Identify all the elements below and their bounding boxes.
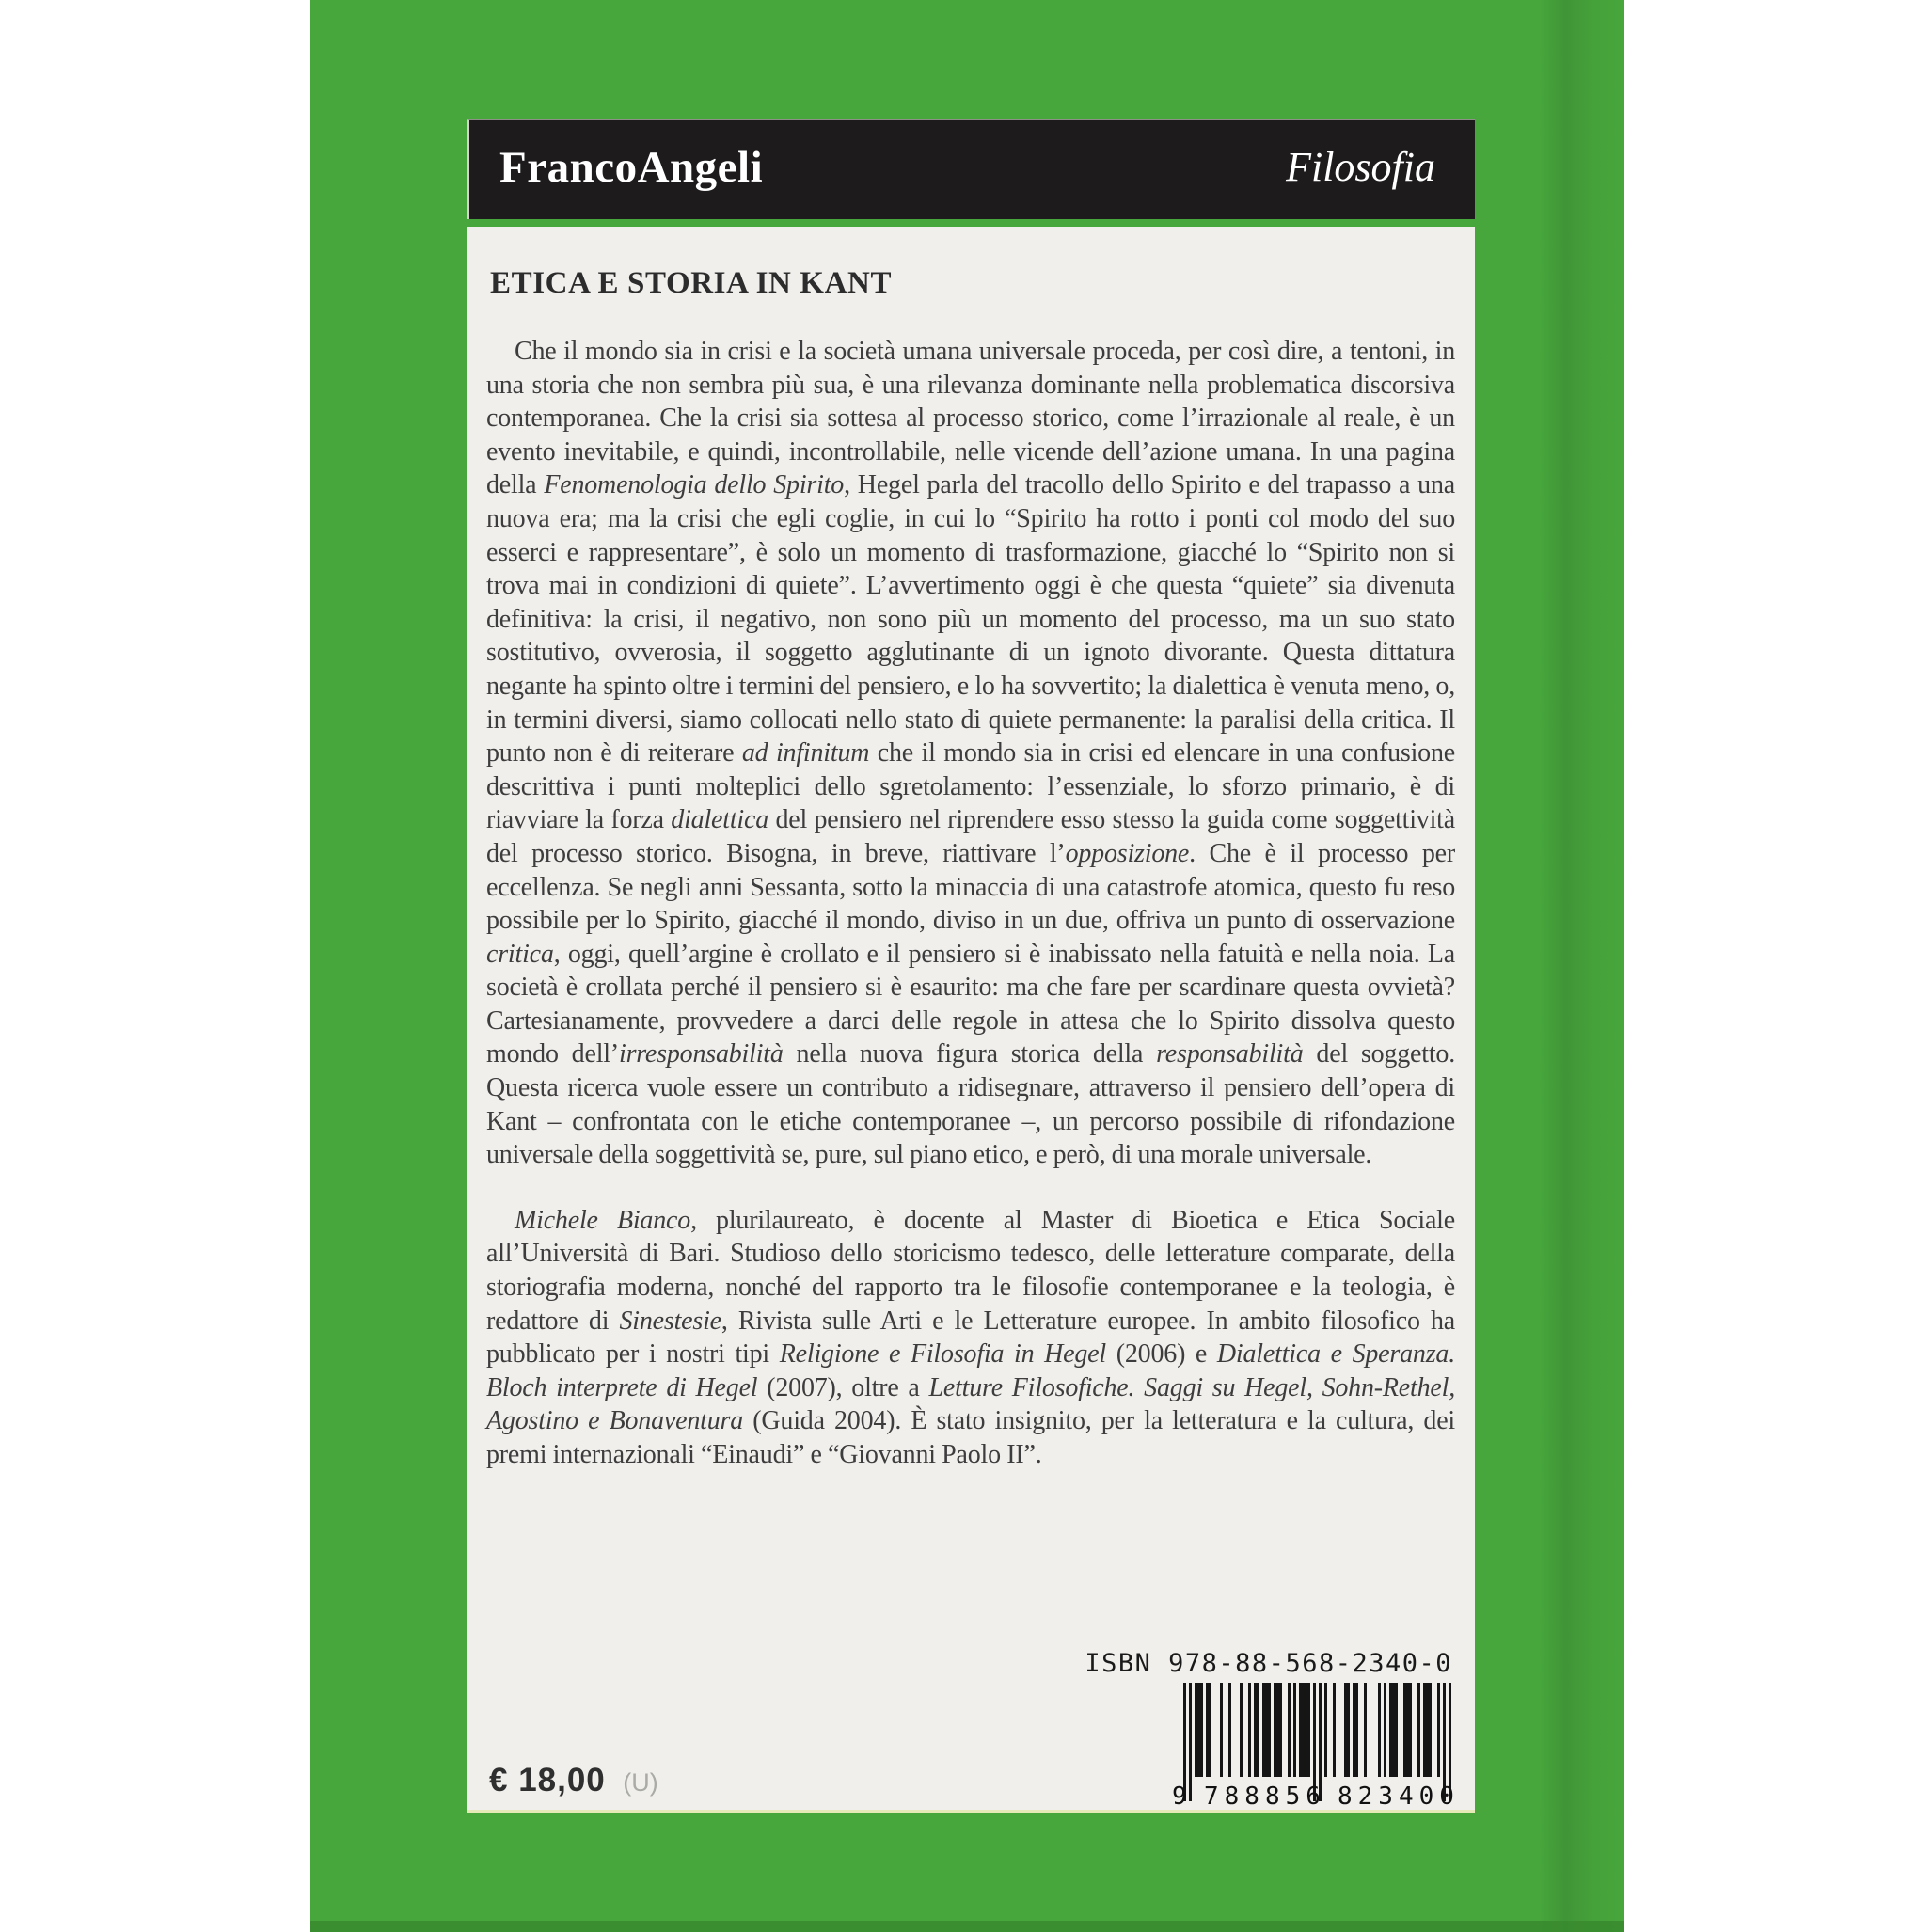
- svg-text:9: 9: [1172, 1782, 1193, 1809]
- cover-background: [310, 0, 1624, 1932]
- ean-barcode-image: [1172, 1683, 1454, 1809]
- series-name: Filosofia: [1286, 144, 1435, 190]
- synopsis-paragraph: Che il mondo sia in crisi e la società umana universale proceda, per così dire, a tentoni, in una storia che non sembra più sua, è una rilevanza dominante nella problematica discorsiva contemporanea. Che la crisi sia sottesa al processo storico, come l’irrazionale al reale, è un evento inevitabile, e quindi, incontrollabile, nelle vicende dell’azione umana. In una pagina della Fenomenologia dello Spirito, Hegel parla del tracollo dello Spirito e del trapasso a una nuova era; ma la crisi che egli coglie, in cui lo “Spirito ha rotto i ponti col modo del suo esserci e rappresentare”, è solo un momento di trasformazione, giacché lo “Spirito non si trova mai in condizioni di quiete”. L’avvertimento oggi è che questa “quiete” sia divenuta definitiva: la crisi, il negativo, non sono più un momento del processo, ma un suo stato sostitutivo, ovverosia, il soggetto agglutinante di un ignoto divorante. Questa dittatura negante ha spinto oltre i termini del pensiero, e lo ha sovvertito; la dialettica è venuta meno, o, in termini diversi, siamo collocati nello stato di quiete permanente: la paralisi della critica. Il punto non è di reiterare ad infinitum che il mondo sia in crisi ed elencare in una confusione descrittiva i punti molteplici dello sgretolamento: l’essenziale, lo sforzo primario, è di riavviare la forza dialettica del pensiero nel riprendere esso stesso la guida come soggettività del processo storico. Bisogna, in breve, riattivare l’opposizione. Che è il processo per eccellenza. Se negli anni Sessanta, sotto la minaccia di una catastrofe atomica, questo fu reso possibile per lo Spirito, giacché il mondo, diviso in un due, offriva un punto di osservazione critica, oggi, quell’argine è crollato e il pensiero si è inabissato nella fatuità e nella noia. La società è crollata perché il pensiero si è esaurito: ma che fare per scardinare questa ovvietà? Cartesianamente, provvedere a darci delle regole in attesa che lo Spirito dissolva questo mondo dell’irresponsabilità nella nuova figura storica della responsabilità del soggetto. Questa ricerca vuole essere un contributo a ridisegnare, attraverso il pensiero dell’opera di Kant – confrontata con le etiche contemporanee –, un percorso possibile di rifondazione universale della soggettività se, pure, sul piano etico, e però, di una morale universale.: [486, 337, 1456, 1170]
- isbn-label: ISBN 978-88-568-2340-0: [1085, 1649, 1452, 1678]
- author-bio-paragraph: Michele Bianco, plurilaureato, è docente al Master di Bioetica e Etica Sociale all’Università di Bari. Studioso dello storicismo tedesco, delle letterature comparate, della storiografia moderna, nonché del rapporto tra le filosofie contemporanee e la teologia, è redattore di Sinestesie, Rivista sulle Arti e le Letterature europee. In ambito filosofico ha pubblicato per i nostri tipi Religione e Filosofia in Hegel (2006) e Dialettica e Speranza. Bloch interprete di Hegel (2007), oltre a Letture Filosofiche. Saggi su Hegel, Sohn-Rethel, Agostino e Bonaventura (Guida 2004). È stato insignito, per la letteratura e la cultura, dei premi internazionali “Einaudi” e “Giovanni Paolo II”.: [486, 1205, 1456, 1469]
- svg-text:788856: 788856: [1204, 1782, 1326, 1809]
- text-panel: [467, 227, 1475, 1813]
- book-title: ETICA E STORIA IN KANT: [490, 266, 893, 300]
- svg-text:823400: 823400: [1338, 1782, 1454, 1809]
- ean-barcode-bars: [1172, 1683, 1454, 1809]
- price-row: [489, 1762, 658, 1799]
- price: € 18,00: [489, 1762, 606, 1798]
- cover-bottom-strip: [310, 1921, 1624, 1932]
- publisher-name: FrancoAngeli: [499, 142, 764, 192]
- price-note: (U): [623, 1768, 658, 1797]
- publisher-bar: [467, 119, 1475, 219]
